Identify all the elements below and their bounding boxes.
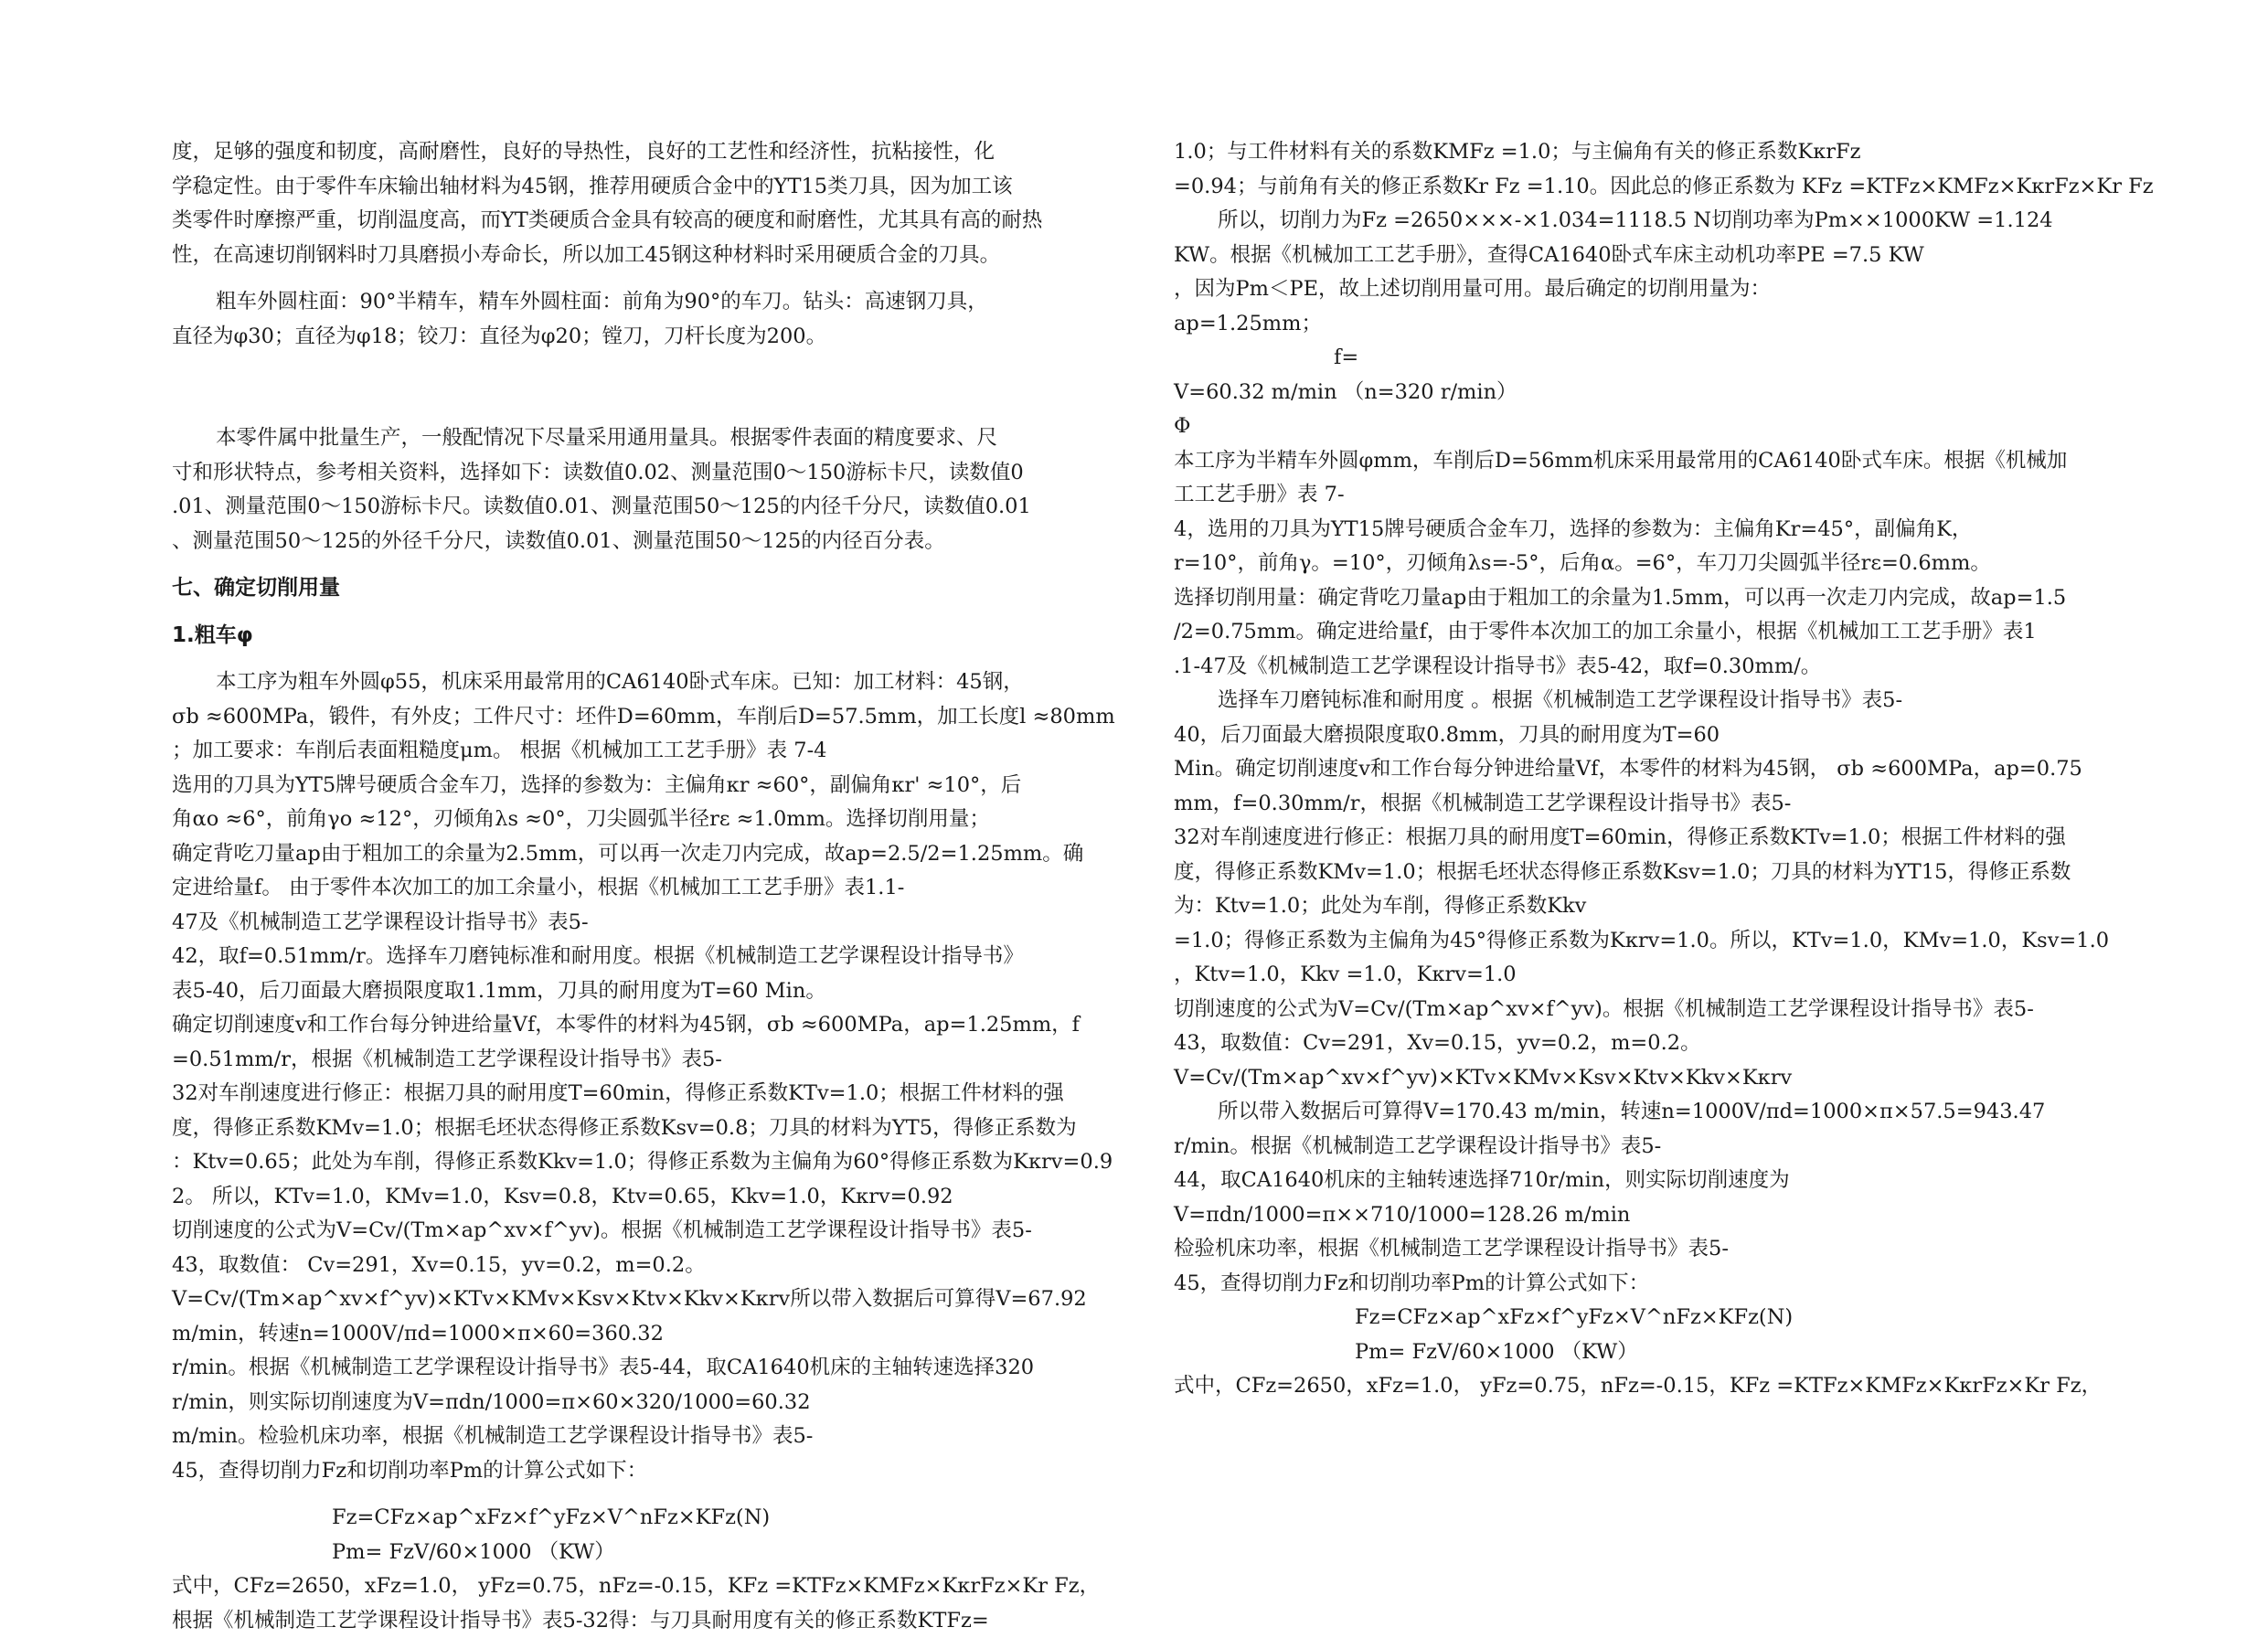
text-line: ap=1.25mm；: [1174, 307, 2106, 342]
paragraph-gap: [172, 272, 1109, 285]
text-line: 度，得修正系数KMv=1.0；根据毛坯状态得修正系数Ksv=1.0；刀具的材料为YT15，得修正系数: [1174, 856, 2106, 890]
text-line: m/min，转速n=1000V/πd=1000×π×60=360.32: [172, 1317, 1109, 1352]
text-line: 选用的刀具为YT5牌号硬质合金车刀，选择的参数为：主偏角κr ≈60°，副偏角κr' ≈10°，后: [172, 769, 1109, 803]
text-line: =0.94；与前角有关的修正系数Kr Fz =1.10。因此总的修正系数为 KFz =KTFz×KMFz×KκrFz×Kr Fz: [1174, 170, 2106, 205]
text-line: 本工序为半精车外圆φmm，车削后D=56mm机床采用最常用的CA6140卧式车床。根据《机械加: [1174, 444, 2106, 479]
paragraph-gap: [172, 1488, 1109, 1501]
text-line: V=Cv/(Tm×ap^xv×f^yv)×KTv×KMv×Ksv×Ktv×Kkv×Kκrv所以带入数据后可算得V=67.92: [172, 1282, 1109, 1317]
formula-line: Fz=CFz×ap^xFz×f^yFz×V^nFz×KFz(N): [172, 1501, 1109, 1536]
text-line: 45，查得切削力Fz和切削功率Pm的计算公式如下：: [1174, 1267, 2106, 1302]
text-line: 根据《机械制造工艺学课程设计指导书》表5-32得：与刀具耐用度有关的修正系数KTFz=: [172, 1604, 1109, 1638]
text-line: 选择切削用量：确定背吃刀量ap由于粗加工的余量为1.5mm，可以再一次走刀内完成，故ap=1.5: [1174, 581, 2106, 616]
text-line: 切削速度的公式为V=Cv/(Tm×ap^xv×f^yv)。根据《机械制造工艺学课程设计指导书》表5-: [172, 1214, 1109, 1249]
text-line: r/min，则实际切削速度为V=πdn/1000=π×60×320/1000=60.32: [172, 1386, 1109, 1420]
text-line: mm，f=0.30mm/r，根据《机械制造工艺学课程设计指导书》表5-: [1174, 787, 2106, 822]
text-line: 4，选用的刀具为YT15牌号硬质合金车刀，选择的参数为：主偏角Kr=45°，副偏角K，: [1174, 513, 2106, 548]
formula-line: Fz=CFz×ap^xFz×f^yFz×V^nFz×KFz(N): [1174, 1301, 2106, 1335]
text-line: 式中，CFz=2650，xFz=1.0， yFz=0.75，nFz=-0.15，KFz =KTFz×KMFz×KκrFz×Kr Fz，: [172, 1569, 1109, 1604]
text-line: r=10°，前角γ。=10°，刃倾角λs=-5°，后角α。=6°，车刀刀尖圆弧半径rε=0.6mm。: [1174, 547, 2106, 581]
text-line: =0.51mm/r，根据《机械制造工艺学课程设计指导书》表5-: [172, 1043, 1109, 1078]
text-line: 学稳定性。由于零件车床输出轴材料为45钢，推荐用硬质合金中的YT15类刀具，因为加工该: [172, 170, 1109, 205]
formula-line: Pm= FzV/60×1000 （KW）: [1174, 1335, 2106, 1370]
text-line: 45，查得切削力Fz和切削功率Pm的计算公式如下：: [172, 1454, 1109, 1489]
text-line: /2=0.75mm。确定进给量f，由于零件本次加工的加工余量小，根据《机械加工工艺手册》表1: [1174, 615, 2106, 650]
text-line: 32对车削速度进行修正：根据刀具的耐用度T=60min，得修正系数KTv=1.0；根据工件材料的强: [172, 1077, 1109, 1112]
paragraph-gap: [172, 354, 1109, 421]
text-line: Φ: [1174, 410, 2106, 444]
text-line: 本工序为粗车外圆φ55，机床采用最常用的CA6140卧式车床。已知：加工材料：45钢，: [172, 665, 1109, 700]
text-line: 43，取数值：Cv=291，Xv=0.15，yv=0.2，m=0.2。: [1174, 1026, 2106, 1061]
paragraph-gap: [172, 558, 1109, 571]
text-line: 度，足够的强度和韧度，高耐磨性，良好的导热性，良好的工艺性和经济性，抗粘接性，化: [172, 135, 1109, 170]
text-line: ，因为Pm＜PE，故上述切削用量可用。最后确定的切削用量为：: [1174, 272, 2106, 307]
text-line: m/min。检验机床功率，根据《机械制造工艺学课程设计指导书》表5-: [172, 1420, 1109, 1454]
text-line: 、测量范围50～125的外径千分尺，读数值0.01、测量范围50～125的内径百分表。: [172, 525, 1109, 559]
text-line: 表5-40，后刀面最大磨损限度取1.1mm，刀具的耐用度为T=60 Min。: [172, 974, 1109, 1009]
text-line: 定进给量f。 由于零件本次加工的加工余量小，根据《机械加工工艺手册》表1.1-: [172, 871, 1109, 906]
text-line: 42，取f=0.51mm/r。选择车刀磨钝标准和耐用度。根据《机械制造工艺学课程设计指导书》: [172, 940, 1109, 974]
text-line: 40，后刀面最大磨损限度取0.8mm，刀具的耐用度为T=60: [1174, 718, 2106, 753]
text-line: 44，取CA1640机床的主轴转速选择710r/min，则实际切削速度为: [1174, 1164, 2106, 1198]
text-line: σb ≈600MPa，锻件，有外皮；工件尺寸：坯件D=60mm，车削后D=57.5mm，加工长度l ≈80mm: [172, 700, 1109, 735]
text-line: 确定切削速度v和工作台每分钟进给量Vf，本零件的材料为45钢，σb ≈600MPa，ap=1.25mm，f: [172, 1008, 1109, 1043]
text-line: V=πdn/1000=π××710/1000=128.26 m/min: [1174, 1198, 2106, 1233]
text-line: V=60.32 m/min （n=320 r/min）: [1174, 376, 2106, 410]
text-line: 切削速度的公式为V=Cv/(Tm×ap^xv×f^yv)。根据《机械制造工艺学课程设计指导书》表5-: [1174, 993, 2106, 1027]
text-line: KW。根据《机械加工工艺手册》，查得CA1640卧式车床主动机功率PE =7.5 KW: [1174, 239, 2106, 273]
text-line: 确定背吃刀量ap由于粗加工的余量为2.5mm，可以再一次走刀内完成，故ap=2.5/2=1.25mm。确: [172, 837, 1109, 872]
paragraph-gap: [172, 606, 1109, 619]
text-line: 43，取数值： Cv=291，Xv=0.15，yv=0.2，m=0.2。: [172, 1249, 1109, 1283]
left-column: [172, 135, 1109, 1638]
text-line: 1.0；与工件材料有关的系数KMFz =1.0；与主偏角有关的修正系数KκrFz: [1174, 135, 2106, 170]
subsection-heading: 1.粗车φ: [172, 619, 1109, 654]
text-line: 检验机床功率，根据《机械制造工艺学课程设计指导书》表5-: [1174, 1232, 2106, 1267]
section-heading: 七、确定切削用量: [172, 571, 1109, 606]
text-line: 2。 所以，KTv=1.0，KMv=1.0，Ksv=0.8，Ktv=0.65，Kkv=1.0，Kκrv=0.92: [172, 1180, 1109, 1215]
text-line: r/min。根据《机械制造工艺学课程设计指导书》表5-: [1174, 1130, 2106, 1165]
text-line: 式中，CFz=2650，xFz=1.0， yFz=0.75，nFz=-0.15，KFz =KTFz×KMFz×KκrFz×Kr Fz，: [1174, 1369, 2106, 1404]
text-line: 32对车削速度进行修正：根据刀具的耐用度T=60min，得修正系数KTv=1.0；根据工件材料的强: [1174, 821, 2106, 856]
text-line: 为：Ktv=1.0；此处为车削，得修正系数Kkv: [1174, 889, 2106, 924]
right-column: [1174, 135, 2106, 1404]
text-line: 工工艺手册》表 7-: [1174, 478, 2106, 513]
text-line: 类零件时摩擦严重，切削温度高，而YT类硬质合金具有较高的硬度和耐磨性，尤其具有高的耐热: [172, 204, 1109, 239]
text-line: =1.0；得修正系数为主偏角为45°得修正系数为Kκrv=1.0。所以，KTv=1.0，KMv=1.0，Ksv=1.0: [1174, 924, 2106, 959]
text-line: 性，在高速切削钢料时刀具磨损小寿命长，所以加工45钢这种材料时采用硬质合金的刀具。: [172, 239, 1109, 273]
text-line: ，Ktv=1.0，Kkv =1.0，Kκrv=1.0: [1174, 958, 2106, 993]
text-line: 寸和形状特点，参考相关资料，选择如下：读数值0.02、测量范围0～150游标卡尺，读数值0: [172, 456, 1109, 491]
text-line: 度，得修正系数KMv=1.0；根据毛坯状态得修正系数Ksv=0.8；刀具的材料为YT5，得修正系数为: [172, 1112, 1109, 1146]
text-line: Min。确定切削速度v和工作台每分钟进给量Vf，本零件的材料为45钢， σb ≈600MPa，ap=0.75: [1174, 752, 2106, 787]
text-line: f=: [1174, 341, 2106, 376]
text-line: 直径为φ30；直径为φ18；铰刀：直径为φ20；镗刀，刀杆长度为200。: [172, 320, 1109, 355]
text-line: 粗车外圆柱面：90°半精车，精车外圆柱面：前角为90°的车刀。钻头：高速钢刀具，: [172, 285, 1109, 320]
text-line: .01、测量范围0～150游标卡尺。读数值0.01、测量范围50～125的内径千分尺，读数值0.01: [172, 490, 1109, 525]
text-line: 角αo ≈6°，前角γo ≈12°，刃倾角λs ≈0°，刀尖圆弧半径rε ≈1.0mm。选择切削用量；: [172, 803, 1109, 837]
formula-line: Pm= FzV/60×1000 （KW）: [172, 1536, 1109, 1570]
text-line: 47及《机械制造工艺学课程设计指导书》表5-: [172, 906, 1109, 941]
paragraph-gap: [172, 653, 1109, 665]
text-line: 本零件属中批量生产，一般配情况下尽量采用通用量具。根据零件表面的精度要求、尺: [172, 421, 1109, 456]
text-line: 所以带入数据后可算得V=170.43 m/min，转速n=1000V/πd=1000×π×57.5=943.47: [1174, 1095, 2106, 1130]
text-line: V=Cv/(Tm×ap^xv×f^yv)×KTv×KMv×Ksv×Ktv×Kkv×Kκrv: [1174, 1061, 2106, 1096]
text-line: ：Ktv=0.65；此处为车削，得修正系数Kkv=1.0；得修正系数为主偏角为60°得修正系数为Kκrv=0.9: [172, 1145, 1109, 1180]
text-line: ；加工要求：车削后表面粗糙度μm。 根据《机械加工工艺手册》表 7-4: [172, 734, 1109, 769]
text-line: .1-47及《机械制造工艺学课程设计指导书》表5-42，取f=0.30mm/。: [1174, 650, 2106, 685]
text-line: 所以，切削力为Fz =2650×××-×1.034=1118.5 N切削功率为Pm××1000KW =1.124: [1174, 204, 2106, 239]
text-line: 选择车刀磨钝标准和耐用度 。根据《机械制造工艺学课程设计指导书》表5-: [1174, 684, 2106, 718]
text-line: r/min。根据《机械制造工艺学课程设计指导书》表5-44，取CA1640机床的主轴转速选择320: [172, 1351, 1109, 1386]
